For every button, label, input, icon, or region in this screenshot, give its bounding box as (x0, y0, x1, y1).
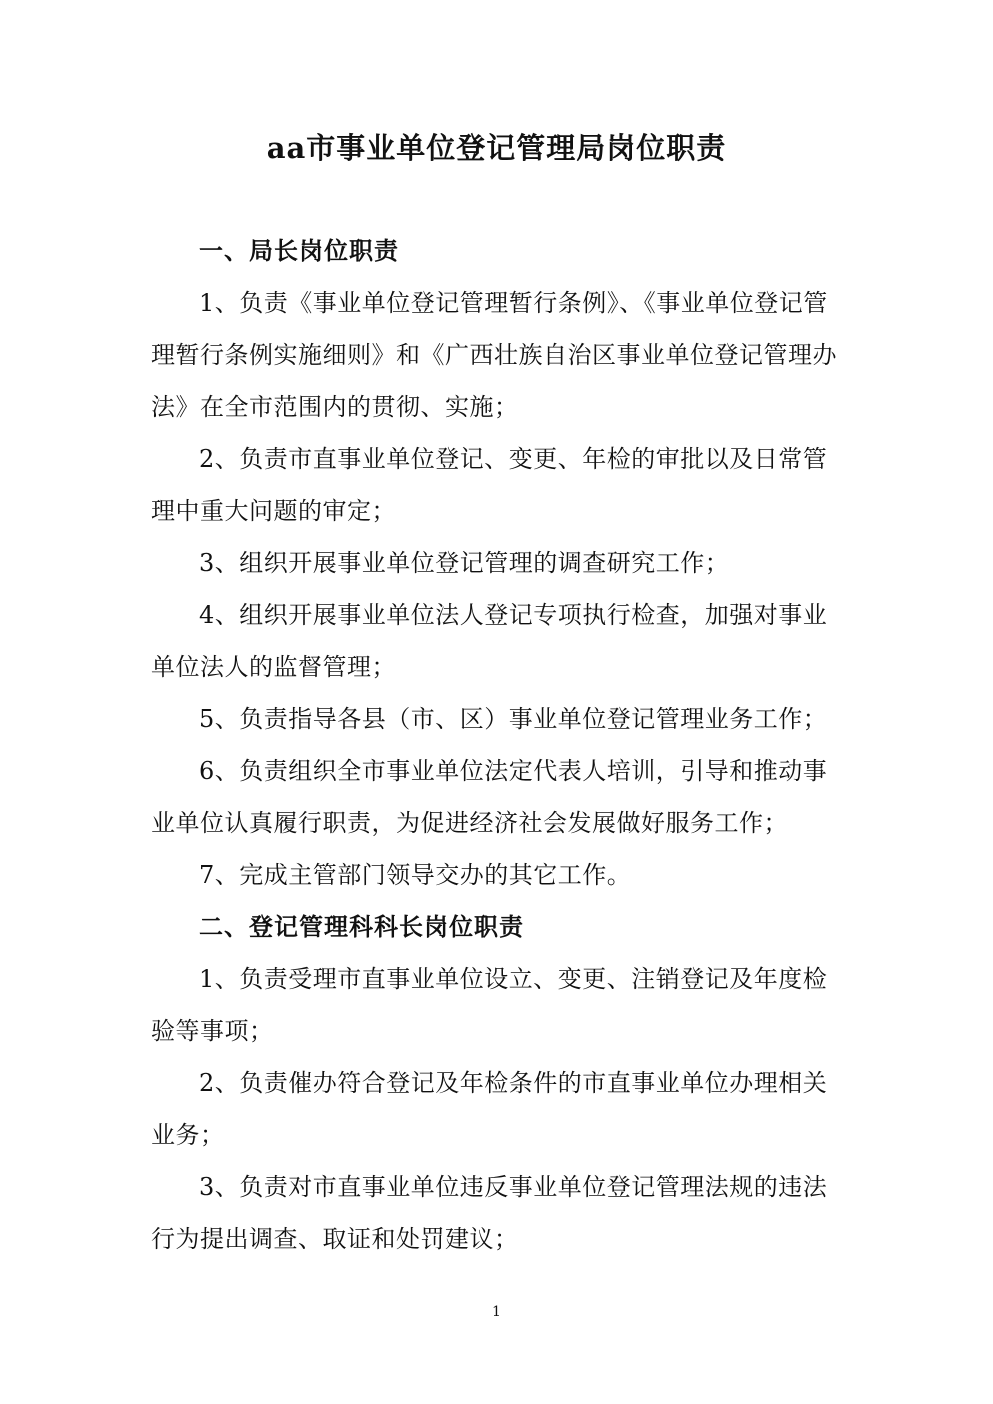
director-duty-5: 5、负责指导各县（市、区）事业单位登记管理业务工作； (199, 705, 828, 733)
director-duty-2: 2、负责市直事业单位登记、变更、年检的审批以及日常管理中重大问题的审定； (151, 445, 828, 525)
director-duty-6: 6、负责组织全市事业单位法定代表人培训，引导和推动事业单位认真履行职责，为促进经济社会发展做好服务工作； (151, 757, 828, 837)
director-duty-3: 3、组织开展事业单位登记管理的调查研究工作； (199, 549, 730, 577)
document-body (151, 225, 843, 1265)
registration-chief-duty-2: 2、负责催办符合登记及年检条件的市直事业单位办理相关业务； (151, 1069, 828, 1149)
section-heading-director: 一、局长岗位职责 (199, 236, 399, 265)
page-title: aa市事业单位登记管理局岗位职责 (266, 131, 727, 165)
registration-chief-duty-1: 1、负责受理市直事业单位设立、变更、注销登记及年度检验等事项； (151, 965, 828, 1045)
director-duty-1: 1、负责《事业单位登记管理暂行条例》、《事业单位登记管理暂行条例实施细则》和《广西壮族自治区事业单位登记管理办法》在全市范围内的贯彻、实施； (151, 289, 837, 421)
director-duty-4: 4、组织开展事业单位法人登记专项执行检查，加强对事业单位法人的监督管理； (151, 601, 828, 681)
registration-chief-duty-3: 3、负责对市直事业单位违反事业单位登记管理法规的违法行为提出调查、取证和处罚建议； (151, 1173, 828, 1253)
section-heading-registration-chief: 二、登记管理科科长岗位职责 (199, 912, 524, 941)
director-duty-7: 7、完成主管部门领导交办的其它工作。 (199, 861, 632, 889)
page-number: 1 (492, 1304, 501, 1320)
